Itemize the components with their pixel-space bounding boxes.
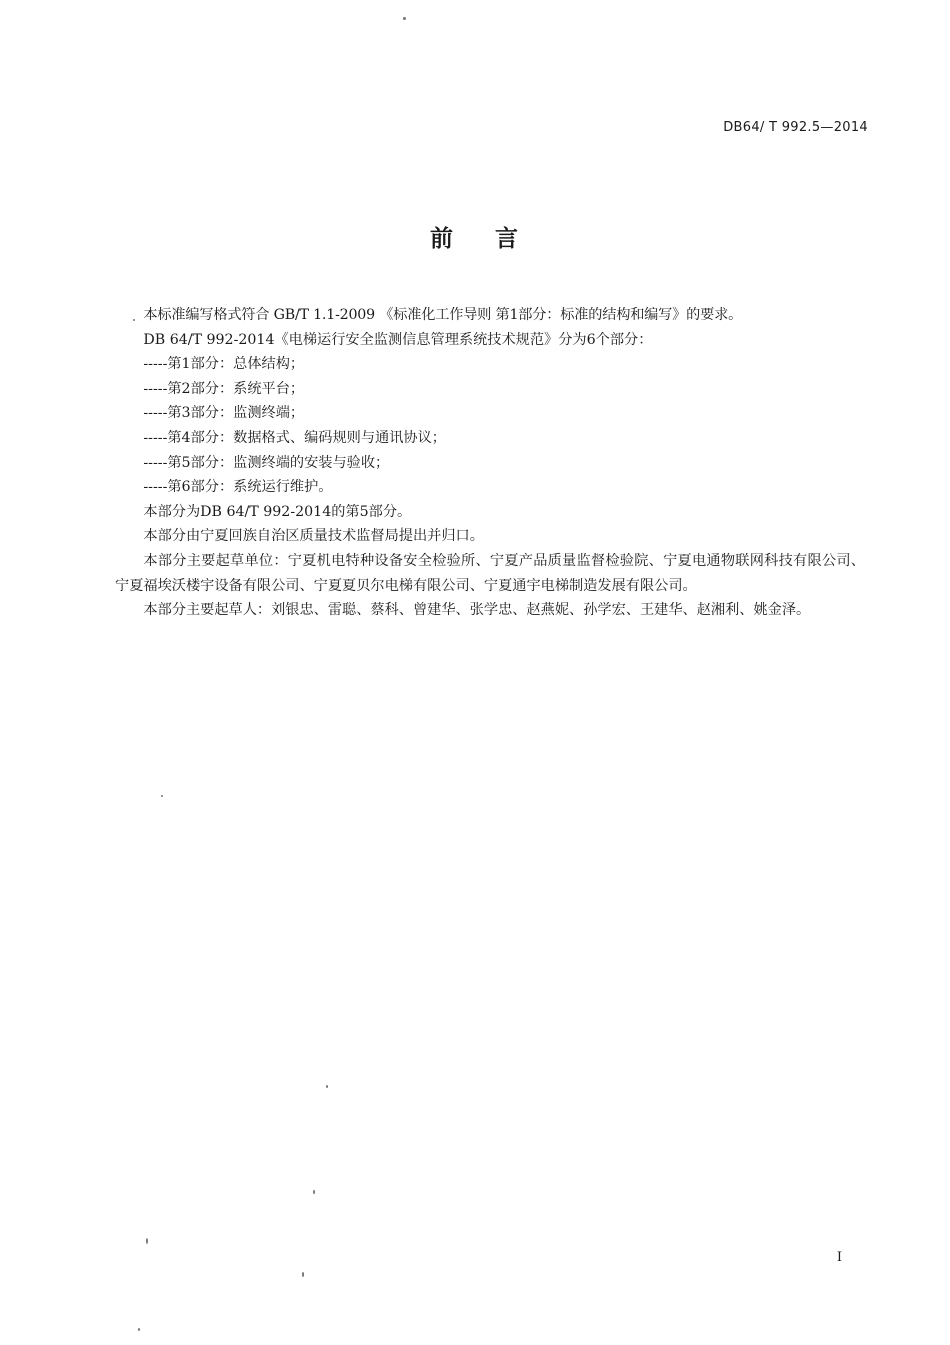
scan-speck [302, 1272, 304, 1277]
title-char-1: 前 [430, 226, 455, 252]
paragraph-this-part: 本部分为DB 64/T 992-2014的第5部分。 [143, 503, 412, 520]
scan-speck [403, 17, 406, 20]
page-title [0, 220, 950, 253]
paragraph-parts-intro: DB 64/T 992-2014《电梯运行安全监测信息管理系统技术规范》分为6个部分： [143, 331, 653, 348]
paragraph-drafters: 本部分主要起草人：刘银忠、雷聪、蔡科、曾建华、张学忠、赵燕妮、孙学宏、王建华、赵湘利、姚金泽。 [143, 602, 811, 619]
scan-speck [313, 1190, 315, 1194]
scan-speck [161, 795, 163, 797]
list-item-part-1: -----第1部分：总体结构； [143, 356, 305, 373]
page-number: I [836, 1250, 842, 1265]
scan-speck [146, 1238, 148, 1244]
title-char-2: 言 [495, 226, 520, 252]
list-item-part-6: -----第6部分：系统运行维护。 [143, 479, 333, 496]
scan-speck [326, 1085, 328, 1088]
scan-speck [138, 1328, 140, 1331]
standard-code: DB64/ T 992.5—2014 [723, 120, 868, 135]
list-item-part-3: -----第3部分：监测终端； [143, 405, 305, 422]
paragraph-format: 本标准编写格式符合 GB/T 1.1-2009 《标准化工作导则 第1部分：标准的结构和编写》的要求。 [143, 307, 743, 323]
paragraph-proposer: 本部分由宁夏回族自治区质量技术监督局提出并归口。 [143, 528, 484, 545]
list-item-part-2: -----第2部分：系统平台； [143, 380, 305, 397]
list-item-part-5: -----第5部分：监测终端的安装与验收； [143, 454, 390, 471]
list-item-part-4: -----第4部分：数据格式、编码规则与通讯协议； [143, 429, 446, 446]
scan-speck [133, 319, 135, 321]
foreword-body [115, 303, 865, 623]
paragraph-drafting-units: 本部分主要起草单位：宁夏机电特种设备安全检验所、宁夏产品质量监督检验院、宁夏电通物联网科技有限公司、宁夏福埃沃楼宇设备有限公司、宁夏夏贝尔电梯有限公司、宁夏通宇电梯制造发展有限公司。 [115, 552, 865, 594]
